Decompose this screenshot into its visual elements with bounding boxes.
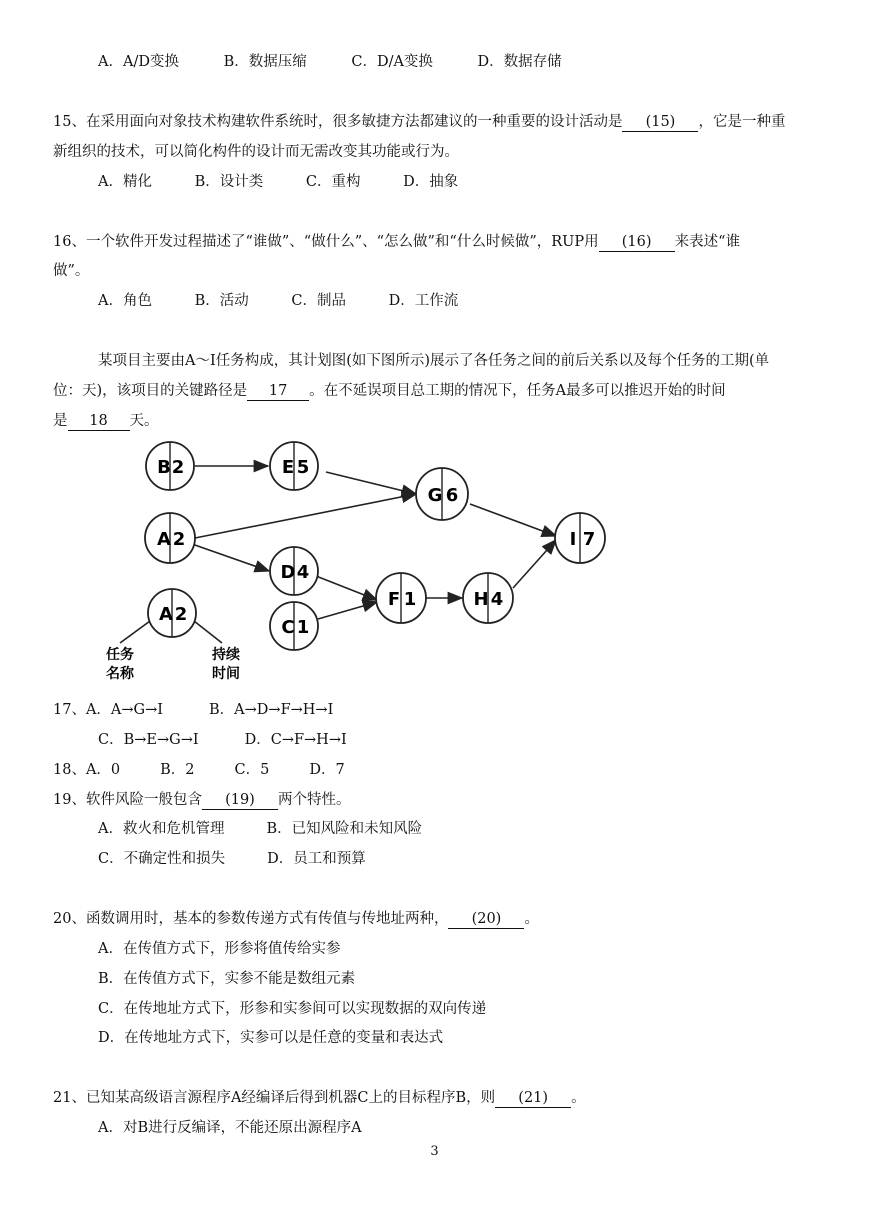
intro-line3 [53, 411, 159, 431]
q15-line1 [53, 112, 785, 132]
q15-option-c: C．重构 [305, 174, 361, 190]
q19-text: 19、软件风险一般包含 [53, 792, 202, 808]
q20-option-a: A．在传值方式下，形参将值传给实参 [98, 941, 341, 957]
q20-option-c: C．在传地址方式下，形参和实参间可以实现数据的双向传递 [98, 1001, 487, 1017]
q16-option-a: A．角色 [98, 293, 152, 309]
q20-text-end: 。 [524, 911, 539, 927]
legend-node [148, 589, 196, 637]
q15-text-end: ，它是一种重 [698, 114, 786, 130]
q20-stem [53, 909, 539, 929]
node-e-name: E [281, 457, 295, 478]
node-i [555, 513, 605, 563]
intro-text-3: 是 [53, 413, 68, 429]
q19-blank: (19) [202, 791, 278, 810]
q21-blank: (21) [495, 1089, 571, 1108]
q18-blank: 18 [68, 412, 130, 431]
q19-stem [53, 790, 350, 810]
q17-option-b: B．A→D→F→H→I [209, 702, 334, 718]
node-h [463, 573, 513, 623]
legend-pointer-right [194, 621, 222, 643]
q19-row2 [98, 849, 406, 869]
q20-option-d: D．在传地址方式下，实参可以是任意的变量和表达式 [98, 1030, 444, 1046]
q20-option-b: B．在传值方式下，实参不能是数组元素 [98, 971, 356, 987]
q20-blank: (20) [448, 910, 524, 929]
q14-option-c: C．D/A变换 [351, 54, 433, 70]
intro-text-3-end: 天。 [129, 413, 159, 429]
edge-e-g [326, 472, 416, 494]
edge-c-f [318, 602, 377, 619]
node-g-duration: 6 [445, 485, 459, 506]
q17-option-c: C．B→E→G→I [98, 732, 199, 748]
q14-option-d: D．数据存储 [477, 54, 562, 70]
q16-blank: (16) [599, 233, 675, 252]
q19-option-b: B．已知风险和未知风险 [266, 821, 423, 837]
q16-line2: 做”。 [53, 263, 90, 279]
intro-line1: 某项目主要由A～I任务构成，其计划图(如下图所示)展示了各任务之间的前后关系以及每个任务的工期(单 [98, 353, 770, 369]
legend-label-task-1: 任务 [106, 647, 134, 663]
q15-option-a: A．精化 [98, 174, 152, 190]
intro-text: 位：天)，该项目的关键路径是 [53, 383, 248, 399]
intro-text-end: 。在不延误项目总工期的情况下，任务A最多可以推迟开始的时间 [309, 383, 726, 399]
q21-text-end: 。 [571, 1090, 586, 1106]
node-c-name: C [281, 617, 295, 638]
node-d-duration: 4 [296, 562, 310, 583]
node-f [376, 573, 426, 623]
q16-line1 [53, 232, 740, 252]
q16-text: 16、一个软件开发过程描述了“谁做”、“做什么”、“怎么做”和“什么时候做”，RUP用 [53, 234, 599, 250]
q18-option-d: D．7 [309, 762, 345, 778]
q17-blank: 17 [247, 382, 309, 401]
node-d-name: D [280, 562, 296, 583]
q14-option-b: B．数据压缩 [223, 54, 307, 70]
node-c [270, 602, 318, 650]
legend-label-duration-2: 时间 [212, 666, 240, 682]
q18-option-c: C．5 [234, 762, 270, 778]
q21-stem [53, 1088, 586, 1108]
q17-row2 [98, 730, 387, 750]
edge-h-i [513, 540, 556, 588]
node-e-duration: 5 [296, 457, 310, 478]
q15-options [98, 172, 498, 192]
legend-label-task-2: 名称 [106, 666, 134, 682]
node-i-name: I [569, 529, 577, 550]
q19-text-end: 两个特性。 [277, 792, 351, 808]
legend-pointer-left [120, 621, 150, 643]
q19-option-c: C．不确定性和损失 [98, 851, 226, 867]
edge-a-g [195, 494, 416, 538]
q18-row [53, 760, 385, 780]
q19-option-a: A．救火和危机管理 [98, 821, 225, 837]
q16-text-end: 来表述“谁 [674, 234, 741, 250]
q20-text: 20、函数调用时，基本的参数传递方式有传值与传地址两种， [53, 911, 449, 927]
node-b-name: B [157, 457, 171, 478]
q16-option-d: D．工作流 [388, 293, 459, 309]
q19-option-d: D．员工和预算 [267, 851, 366, 867]
node-d [270, 547, 318, 595]
node-e [270, 442, 318, 490]
q16-option-c: C．制品 [291, 293, 346, 309]
q21-option-a: A．对B进行反编译，不能还原出源程序A [98, 1120, 362, 1136]
node-a [145, 513, 195, 563]
node-a-name: A [157, 529, 171, 550]
q14-options [98, 52, 602, 72]
node-f-duration: 1 [403, 589, 417, 610]
q16-options [98, 291, 498, 311]
edge-a-d [192, 544, 269, 571]
q15-option-b: B．设计类 [194, 174, 264, 190]
legend-node-name: A [159, 604, 173, 625]
node-h-name: H [473, 589, 489, 610]
intro-line2 [53, 381, 726, 401]
q18-option-b: B．2 [160, 762, 195, 778]
node-b-duration: 2 [171, 457, 185, 478]
q17-prefix: 17、 [53, 702, 86, 718]
page-number: 3 [430, 1144, 439, 1159]
legend-node-duration: 2 [174, 604, 188, 625]
q16-option-b: B．活动 [194, 293, 249, 309]
legend-label-duration-1: 持续 [212, 647, 240, 663]
project-network-diagram [98, 438, 618, 684]
node-i-duration: 7 [582, 529, 596, 550]
node-b [146, 442, 194, 490]
node-c-duration: 1 [296, 617, 310, 638]
q21-text: 21、已知某高级语言源程序A经编译后得到机器C上的目标程序B，则 [53, 1090, 496, 1106]
node-g-name: G [427, 485, 443, 506]
q18-option-a: A．0 [85, 762, 121, 778]
q15-text: 15、在采用面向对象技术构建软件系统时，很多敏捷方法都建议的一种重要的设计活动是 [53, 114, 623, 130]
q17-option-a: A．A→G→I [85, 702, 164, 718]
q15-option-d: D．抽象 [403, 174, 459, 190]
edge-d-f [316, 576, 377, 600]
q15-blank: (15) [622, 113, 698, 132]
q17-row1 [53, 700, 373, 720]
node-f-name: F [387, 589, 401, 610]
node-a-duration: 2 [172, 529, 186, 550]
q19-row1 [98, 819, 462, 839]
q18-prefix: 18、 [53, 762, 86, 778]
q17-option-d: D．C→F→H→I [244, 732, 347, 748]
node-g [416, 468, 468, 520]
edge-g-i [470, 504, 556, 536]
q15-line2: 新组织的技术，可以简化构件的设计而无需改变其功能或行为。 [53, 144, 459, 160]
node-h-duration: 4 [490, 589, 504, 610]
q14-option-a: A．A/D变换 [98, 54, 179, 70]
